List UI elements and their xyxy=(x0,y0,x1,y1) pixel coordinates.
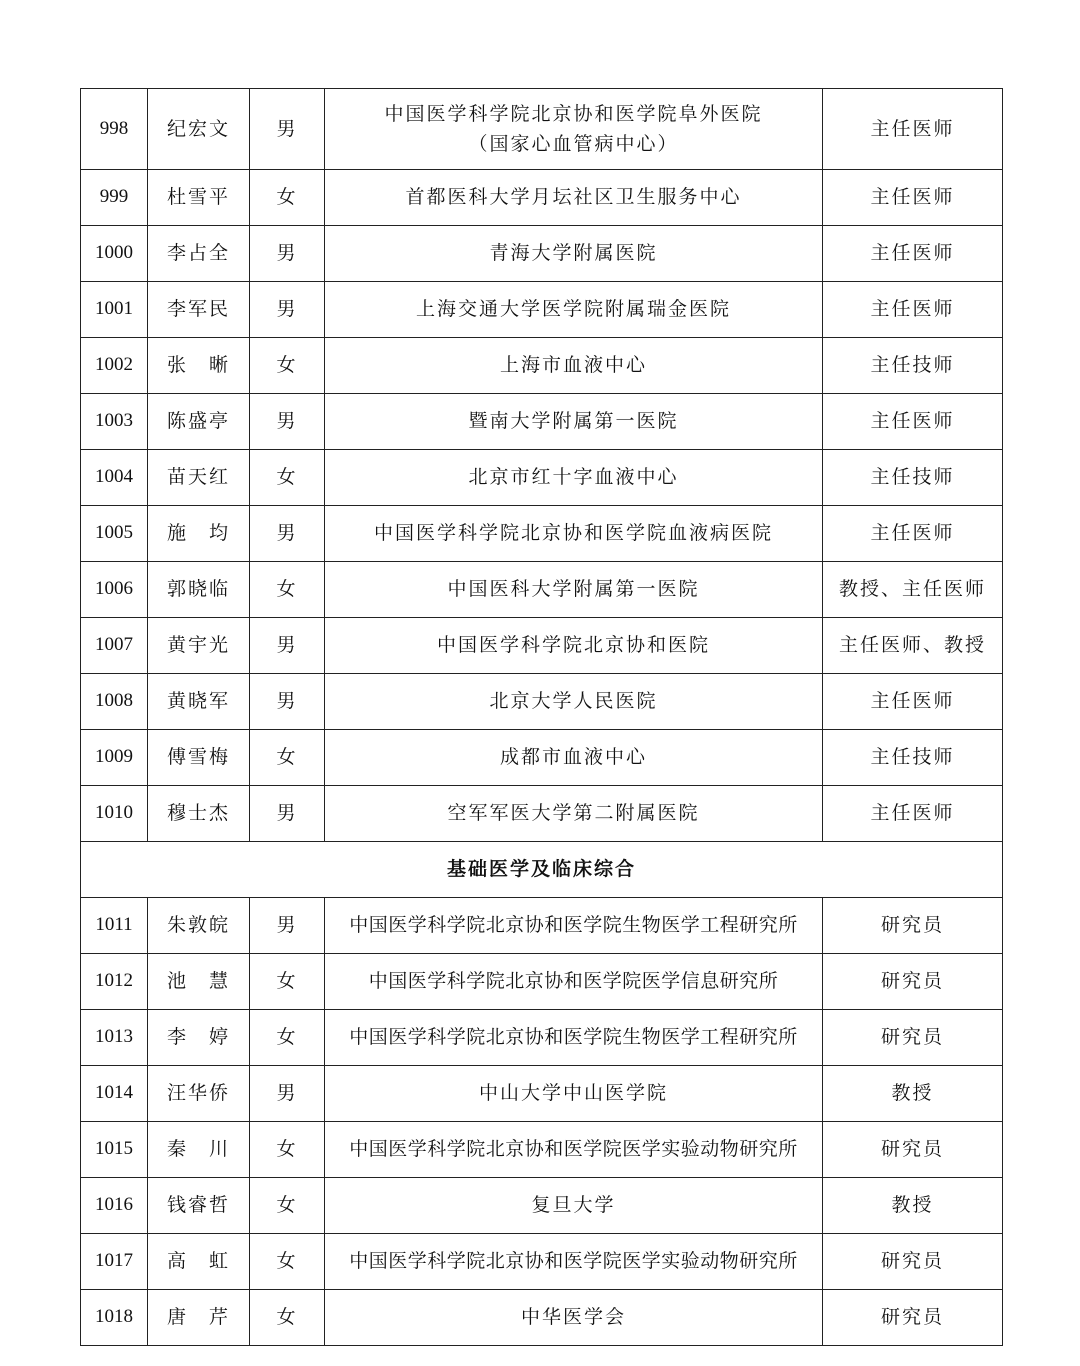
cell-organization xyxy=(325,394,823,450)
cell-organization xyxy=(325,730,823,786)
organization-name: 成都市血液中心 xyxy=(499,746,647,769)
table-row xyxy=(81,1234,1003,1290)
cell-name: 黄晓军 xyxy=(148,674,250,730)
cell-number: 1008 xyxy=(81,674,148,730)
cell-number: 1004 xyxy=(81,450,148,506)
cell-number: 1014 xyxy=(81,1066,148,1122)
cell-title: 主任医师 xyxy=(823,282,1003,338)
table-row xyxy=(81,1010,1003,1066)
cell-organization xyxy=(325,170,823,226)
cell-number: 1005 xyxy=(81,506,148,562)
organization-name: 上海市血液中心 xyxy=(499,354,647,377)
cell-number: 1011 xyxy=(81,898,148,954)
organization-note: （国家心血管病中心） xyxy=(468,133,679,155)
cell-organization xyxy=(325,1010,823,1066)
cell-organization xyxy=(325,674,823,730)
cell-organization xyxy=(325,1234,823,1290)
table-row xyxy=(81,898,1003,954)
cell-organization xyxy=(325,282,823,338)
cell-organization xyxy=(325,1066,823,1122)
cell-number: 1017 xyxy=(81,1234,148,1290)
cell-gender: 男 xyxy=(250,618,325,674)
table-row xyxy=(81,506,1003,562)
cell-gender: 女 xyxy=(250,954,325,1010)
cell-name: 穆士杰 xyxy=(148,786,250,842)
organization-name: 复旦大学 xyxy=(531,1194,616,1217)
organization-name: 中国医学科学院北京协和医学院医学实验动物研究所 xyxy=(349,1250,798,1273)
cell-organization xyxy=(325,450,823,506)
cell-name: 纪宏文 xyxy=(148,89,250,170)
cell-number: 999 xyxy=(81,170,148,226)
cell-gender: 女 xyxy=(250,1178,325,1234)
table-row xyxy=(81,562,1003,618)
cell-name: 郭晓临 xyxy=(148,562,250,618)
cell-organization xyxy=(325,226,823,282)
cell-title: 主任医师 xyxy=(823,394,1003,450)
cell-gender: 女 xyxy=(250,1234,325,1290)
table-row xyxy=(81,170,1003,226)
organization-name: 中国医学科学院北京协和医学院生物医学工程研究所 xyxy=(349,914,798,937)
cell-gender: 女 xyxy=(250,730,325,786)
table-row xyxy=(81,1066,1003,1122)
cell-organization xyxy=(325,898,823,954)
cell-gender: 男 xyxy=(250,226,325,282)
cell-title: 教授、主任医师 xyxy=(823,562,1003,618)
organization-name: 首都医科大学月坛社区卫生服务中心 xyxy=(405,186,742,209)
cell-title: 主任技师 xyxy=(823,730,1003,786)
cell-title: 主任医师 xyxy=(823,674,1003,730)
cell-gender: 女 xyxy=(250,450,325,506)
cell-organization xyxy=(325,562,823,618)
cell-name: 苗天红 xyxy=(148,450,250,506)
cell-number: 1007 xyxy=(81,618,148,674)
cell-name: 李占全 xyxy=(148,226,250,282)
cell-title: 主任医师 xyxy=(823,89,1003,170)
cell-gender: 男 xyxy=(250,506,325,562)
organization-name: 上海交通大学医学院附属瑞金医院 xyxy=(415,298,731,321)
cell-number: 1012 xyxy=(81,954,148,1010)
cell-name: 唐 芹 xyxy=(148,1290,250,1346)
table-row xyxy=(81,1178,1003,1234)
cell-name: 李军民 xyxy=(148,282,250,338)
table-row xyxy=(81,394,1003,450)
cell-organization xyxy=(325,89,823,170)
cell-gender: 女 xyxy=(250,1290,325,1346)
cell-name: 朱敦皖 xyxy=(148,898,250,954)
organization-name: 北京大学人民医院 xyxy=(489,690,658,713)
cell-name: 李 婷 xyxy=(148,1010,250,1066)
cell-name: 杜雪平 xyxy=(148,170,250,226)
cell-name: 傅雪梅 xyxy=(148,730,250,786)
table-row xyxy=(81,89,1003,170)
cell-gender: 男 xyxy=(250,1066,325,1122)
cell-number: 1010 xyxy=(81,786,148,842)
organization-name: 北京市红十字血液中心 xyxy=(468,466,679,489)
table-row xyxy=(81,674,1003,730)
cell-title: 主任技师 xyxy=(823,338,1003,394)
table-row xyxy=(81,450,1003,506)
cell-title: 研究员 xyxy=(823,954,1003,1010)
roster-table xyxy=(80,88,1003,1346)
table-row xyxy=(81,338,1003,394)
table-row xyxy=(81,1290,1003,1346)
cell-title: 主任技师 xyxy=(823,450,1003,506)
table-row xyxy=(81,730,1003,786)
table-row xyxy=(81,954,1003,1010)
organization-name: 中国医学科学院北京协和医学院阜外医院 xyxy=(384,102,763,125)
cell-organization xyxy=(325,954,823,1010)
cell-gender: 女 xyxy=(250,1010,325,1066)
cell-gender: 男 xyxy=(250,394,325,450)
cell-organization xyxy=(325,618,823,674)
organization-name: 青海大学附属医院 xyxy=(489,242,658,265)
organization-name: 中国医学科学院北京协和医学院生物医学工程研究所 xyxy=(349,1026,798,1049)
cell-gender: 女 xyxy=(250,562,325,618)
cell-title: 主任医师 xyxy=(823,226,1003,282)
cell-number: 1015 xyxy=(81,1122,148,1178)
cell-title: 研究员 xyxy=(823,1234,1003,1290)
cell-number: 998 xyxy=(81,89,148,170)
cell-title: 主任医师 xyxy=(823,506,1003,562)
cell-title: 研究员 xyxy=(823,1010,1003,1066)
cell-title: 研究员 xyxy=(823,1290,1003,1346)
cell-name: 汪华侨 xyxy=(148,1066,250,1122)
cell-number: 1018 xyxy=(81,1290,148,1346)
cell-title: 教授 xyxy=(823,1178,1003,1234)
cell-name: 高 虹 xyxy=(148,1234,250,1290)
cell-number: 1003 xyxy=(81,394,148,450)
cell-organization xyxy=(325,506,823,562)
cell-organization xyxy=(325,786,823,842)
cell-name: 陈盛亭 xyxy=(148,394,250,450)
organization-name: 中国医科大学附属第一医院 xyxy=(447,578,700,601)
cell-title: 研究员 xyxy=(823,1122,1003,1178)
cell-organization xyxy=(325,1122,823,1178)
cell-organization xyxy=(325,338,823,394)
table-row xyxy=(81,282,1003,338)
cell-gender: 男 xyxy=(250,282,325,338)
cell-title: 主任医师 xyxy=(823,786,1003,842)
cell-title: 研究员 xyxy=(823,898,1003,954)
cell-organization xyxy=(325,1178,823,1234)
cell-title: 教授 xyxy=(823,1066,1003,1122)
cell-number: 1006 xyxy=(81,562,148,618)
cell-gender: 男 xyxy=(250,898,325,954)
cell-number: 1016 xyxy=(81,1178,148,1234)
cell-name: 秦 川 xyxy=(148,1122,250,1178)
organization-name: 中华医学会 xyxy=(520,1306,626,1329)
section-title: 基础医学及临床综合 xyxy=(81,842,1003,898)
organization-name: 中山大学中山医学院 xyxy=(478,1082,668,1105)
cell-organization xyxy=(325,1290,823,1346)
cell-number: 1001 xyxy=(81,282,148,338)
organization-name: 空军军医大学第二附属医院 xyxy=(447,802,700,825)
cell-name: 钱睿哲 xyxy=(148,1178,250,1234)
cell-gender: 女 xyxy=(250,338,325,394)
table-row xyxy=(81,1122,1003,1178)
cell-name: 池 慧 xyxy=(148,954,250,1010)
organization-name: 暨南大学附属第一医院 xyxy=(468,410,679,433)
organization-name: 中国医学科学院北京协和医学院医学实验动物研究所 xyxy=(349,1138,798,1161)
cell-name: 张 晰 xyxy=(148,338,250,394)
cell-number: 1013 xyxy=(81,1010,148,1066)
roster-body xyxy=(81,89,1003,1346)
cell-name: 黄宇光 xyxy=(148,618,250,674)
cell-number: 1002 xyxy=(81,338,148,394)
cell-number: 1000 xyxy=(81,226,148,282)
section-header-row xyxy=(81,842,1003,898)
cell-name: 施 均 xyxy=(148,506,250,562)
table-row xyxy=(81,618,1003,674)
cell-gender: 男 xyxy=(250,89,325,170)
cell-number: 1009 xyxy=(81,730,148,786)
cell-gender: 男 xyxy=(250,674,325,730)
cell-gender: 女 xyxy=(250,1122,325,1178)
cell-gender: 女 xyxy=(250,170,325,226)
table-row xyxy=(81,226,1003,282)
table-row xyxy=(81,786,1003,842)
organization-name: 中国医学科学院北京协和医学院医学信息研究所 xyxy=(368,970,779,993)
cell-title: 主任医师 xyxy=(823,170,1003,226)
cell-title: 主任医师、教授 xyxy=(823,618,1003,674)
organization-name: 中国医学科学院北京协和医学院血液病医院 xyxy=(373,522,773,545)
organization-name: 中国医学科学院北京协和医院 xyxy=(436,634,710,657)
cell-gender: 男 xyxy=(250,786,325,842)
